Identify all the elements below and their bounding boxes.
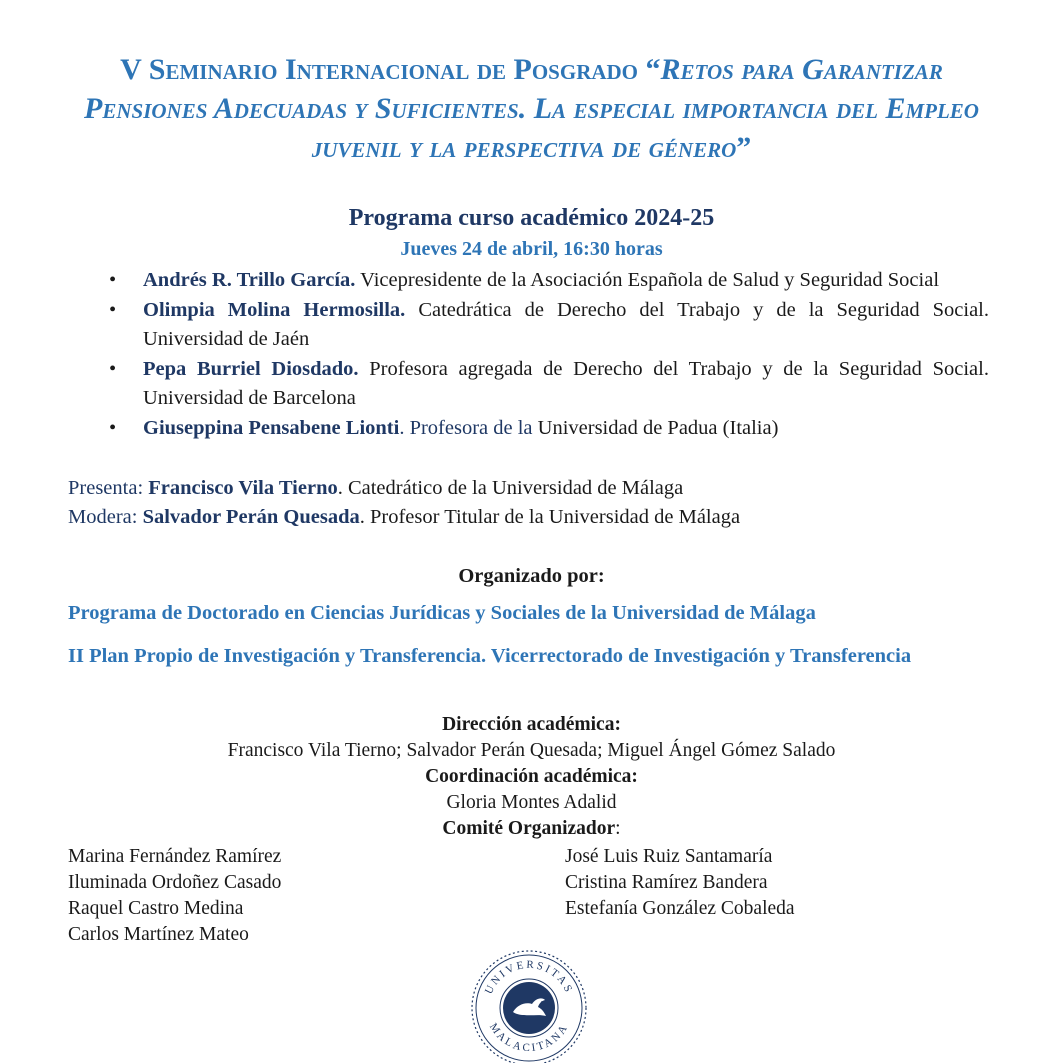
committee-heading-text: Comité Organizador (442, 818, 616, 839)
seal-top-text: UNIVERSITAS (482, 958, 576, 997)
speaker-name: Andrés R. Trillo García. (143, 269, 356, 291)
direction-names: Francisco Vila Tierno; Salvador Perán Quesada; Miguel Ángel Gómez Salado (227, 740, 836, 761)
presenter-name: Francisco Vila Tierno (148, 477, 338, 499)
title-close-quote: ” (736, 131, 752, 164)
committee-left-list (68, 844, 281, 948)
presenter-desc: . Catedrático de la Universidad de Málaga (337, 477, 684, 499)
title-italic: Retos para Garantizar Pensiones Adecuadas y Suficientes. La especial importancia del Empleo juvenil y la perspectiva de género (84, 53, 979, 164)
committee-heading-colon: : (615, 818, 621, 839)
speaker-name: Pepa Burriel Diosdado. (143, 358, 359, 380)
organizer-doctoral-program: Programa de Doctorado en Ciencias Jurídicas y Sociales de la Universidad de Málaga (68, 602, 816, 624)
bullet-icon: • (109, 299, 117, 321)
moderator-desc: . Profesor Titular de la Universidad de Málaga (359, 506, 741, 528)
coordination-names: Gloria Montes Adalid (446, 792, 617, 813)
coordination-heading: Coordinación académica: (425, 766, 638, 787)
committee-member: Carlos Martínez Mateo (68, 924, 249, 945)
moderator-name: Salvador Perán Quesada (142, 506, 360, 528)
committee-member: Marina Fernández Ramírez (68, 846, 282, 867)
seminar-title (60, 50, 1003, 167)
committee-member: Cristina Ramírez Bandera (565, 872, 768, 893)
direction-heading: Dirección académica: (442, 714, 621, 735)
seal-dove-emblem (503, 982, 555, 1034)
speaker-desc: Vicepresidente de la Asociación Española de Salud y Seguridad Social (355, 269, 940, 291)
speaker-item (109, 355, 989, 413)
organizers-heading: Organizado por: (458, 565, 605, 587)
speaker-list (109, 266, 989, 444)
speaker-desc-blue: . Profesora de la (399, 417, 533, 439)
session-date: Jueves 24 de abril, 16:30 horas (400, 238, 663, 260)
committee-member: Iluminada Ordoñez Casado (68, 872, 282, 893)
presenter-label: Presenta: (68, 477, 149, 499)
seal-bottom-text: MALACITANA (486, 1021, 571, 1055)
committee-right-list (565, 844, 795, 922)
speaker-desc: Universidad de Padua (Italia) (532, 417, 779, 439)
committee-heading (0, 816, 1063, 842)
speaker-item (109, 266, 989, 295)
speaker-item (109, 414, 989, 443)
organizer-research-plan: II Plan Propio de Investigación y Transferencia. Vicerrectorado de Investigación y Transferencia (68, 645, 912, 667)
committee-member: Raquel Castro Medina (68, 898, 244, 919)
speaker-desc: Profesora agregada de Derecho del Trabajo y de la Seguridad Social. Universidad de Barcelona (143, 358, 989, 409)
program-heading: Programa curso académico 2024-25 (348, 205, 715, 231)
presenter-line (68, 474, 998, 502)
speaker-item (109, 296, 989, 354)
committee-member: Estefanía González Cobaleda (565, 898, 795, 919)
speaker-name: Giuseppina Pensabene Lionti (143, 417, 400, 439)
moderator-line (68, 503, 998, 531)
title-prefix: V Seminario Internacional de Posgrado “ (120, 53, 661, 86)
bullet-icon: • (109, 417, 117, 439)
university-seal-logo (466, 946, 592, 1063)
bullet-icon: • (109, 358, 117, 380)
moderator-label: Modera: (68, 506, 143, 528)
speaker-desc: Catedrática de Derecho del Trabajo y de la Seguridad Social. Universidad de Jaén (143, 299, 989, 350)
speaker-name: Olimpia Molina Hermosilla. (143, 299, 406, 321)
bullet-icon: • (109, 269, 117, 291)
committee-member: José Luis Ruiz Santamaría (565, 846, 773, 867)
